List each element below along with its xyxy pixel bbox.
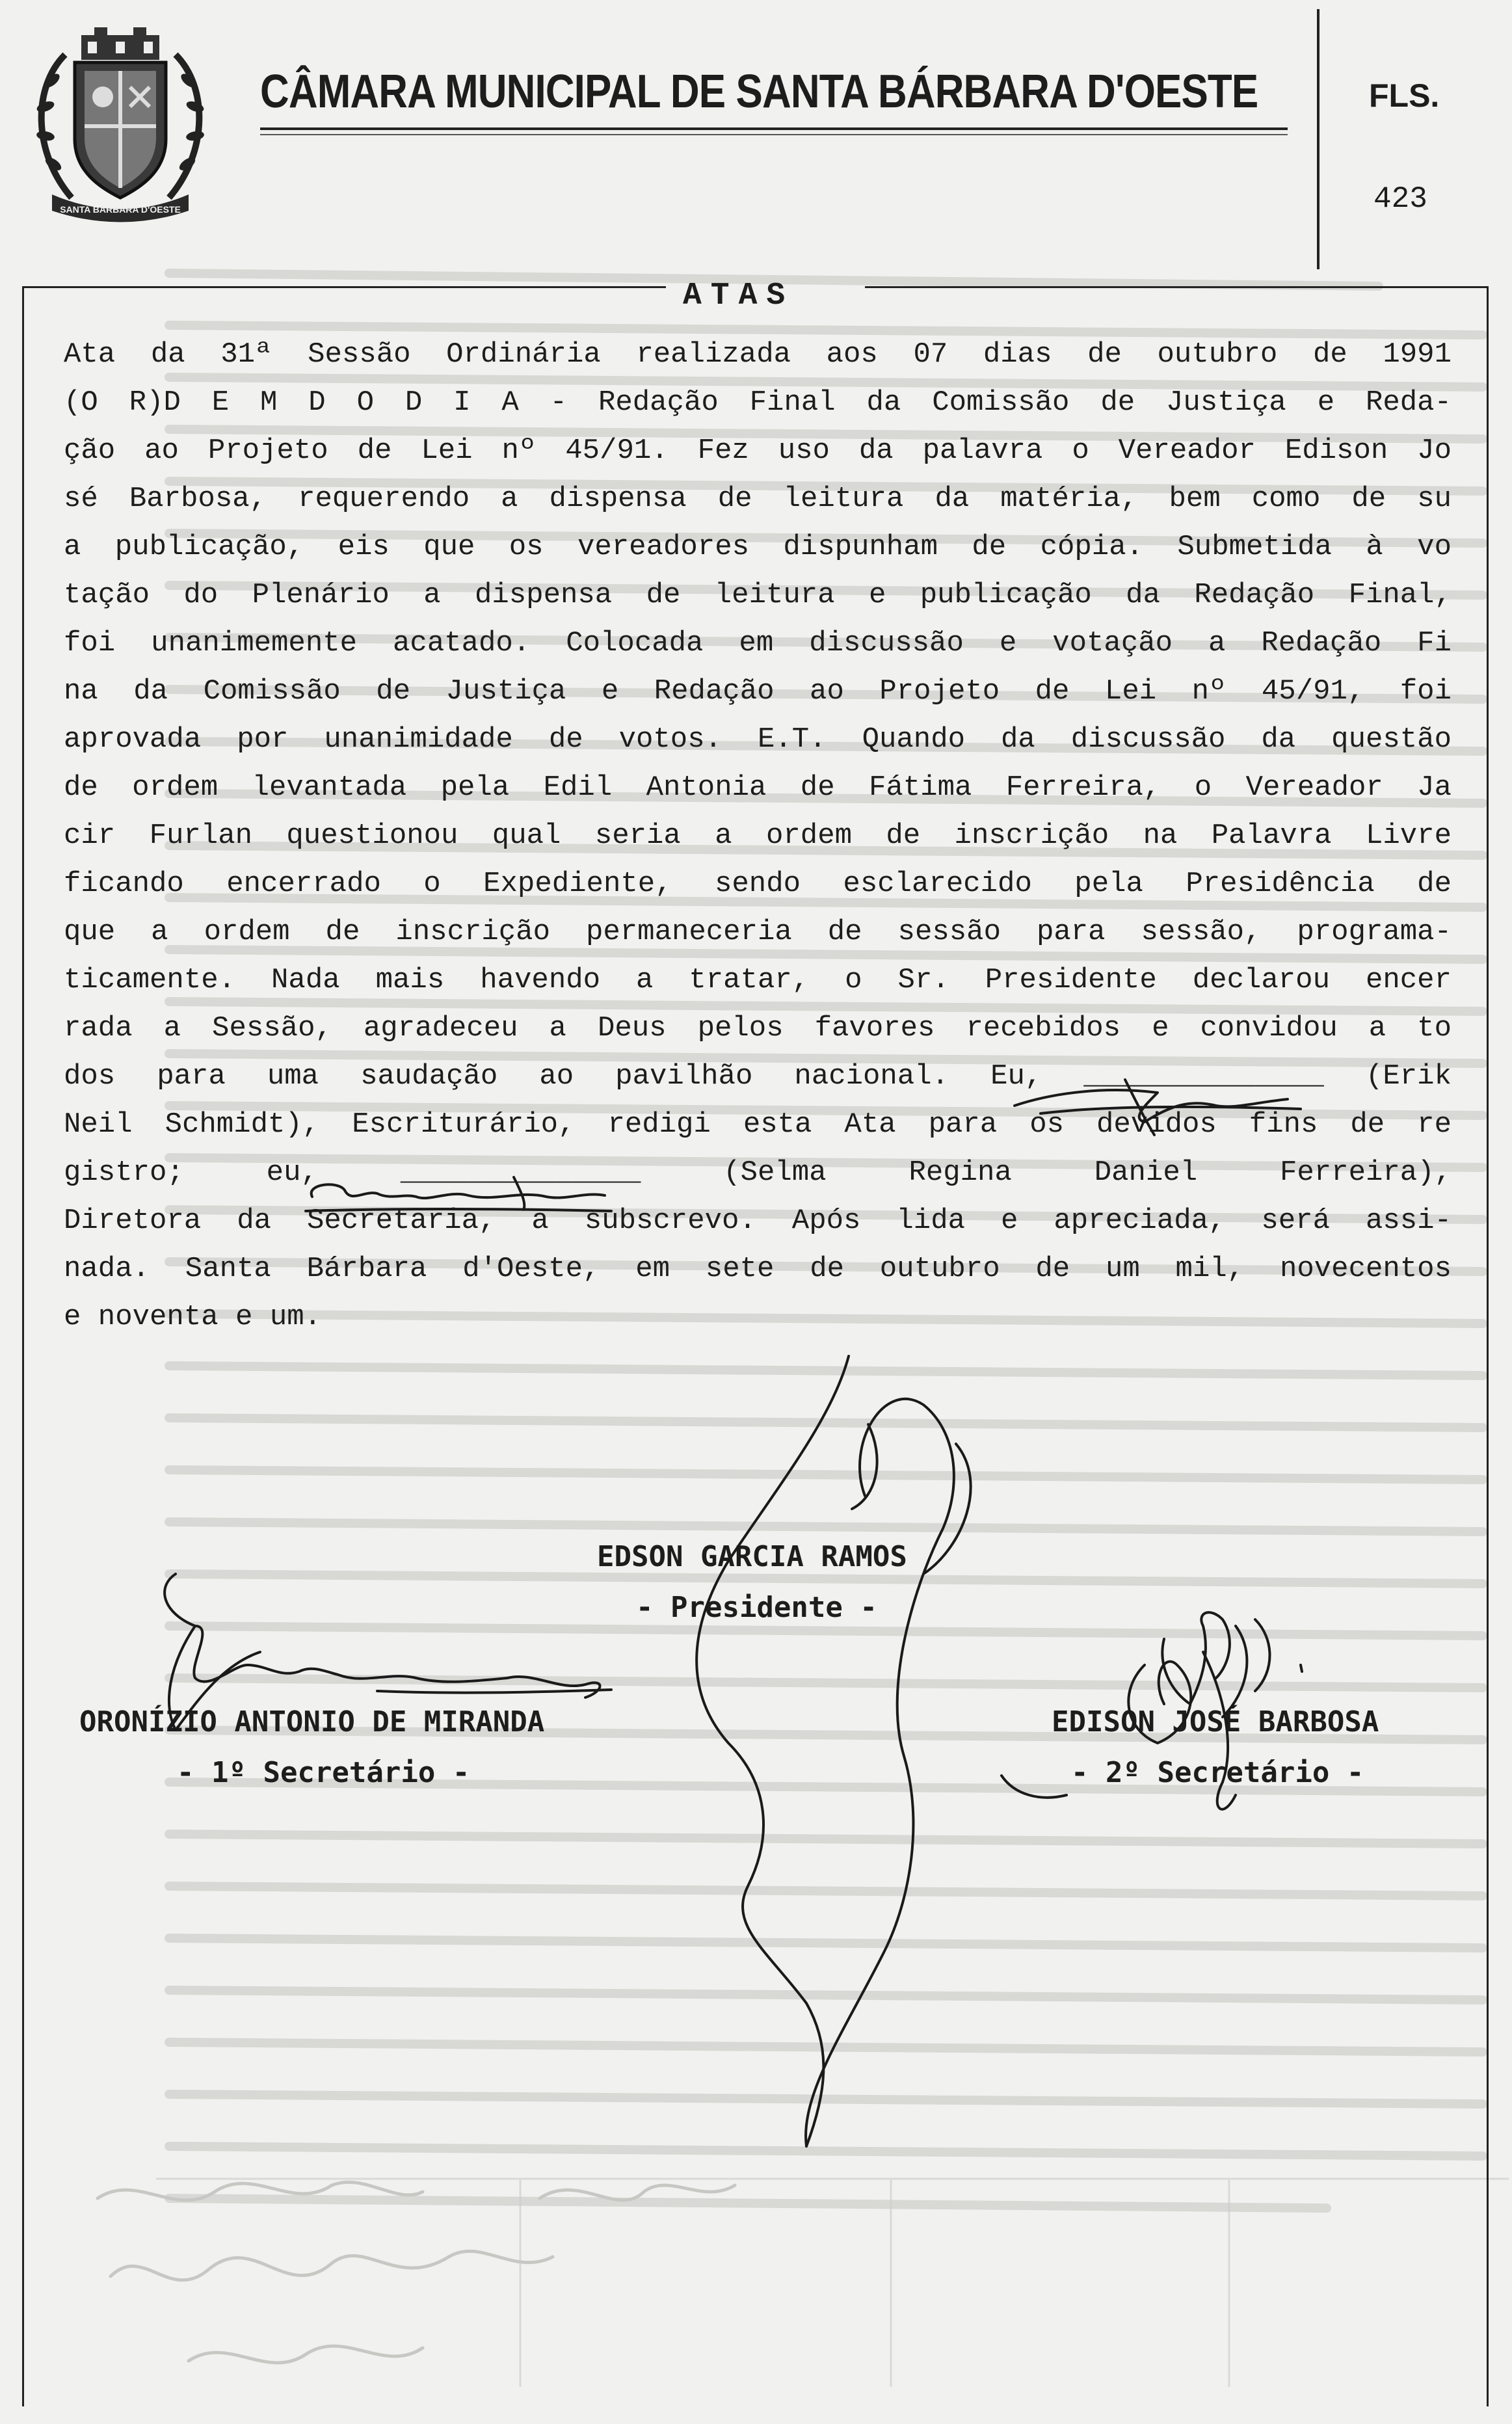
body-line: na da Comissão de Justiça e Redação ao Projeto de Lei nº 45/91, foi bbox=[64, 675, 1452, 708]
body-line: dos para uma saudação ao pavilhão nacional. Eu, ______________ (Erik bbox=[64, 1060, 1452, 1093]
body-line: foi unanimemente acatado. Colocada em discussão e votação a Redação Fi bbox=[64, 627, 1452, 659]
body-line: ficando encerrado o Expediente, sendo esclarecido pela Presidência de bbox=[64, 868, 1452, 900]
body-line: Neil Schmidt), Escriturário, redigi esta Ata para os devidos fins de re bbox=[64, 1108, 1452, 1141]
folio-label: FLS. bbox=[1369, 77, 1440, 114]
body-line: (O R)D E M D O D I A - Redação Final da Comissão de Justiça e Reda- bbox=[64, 386, 1452, 419]
body-line: a publicação, eis que os vereadores dispunham de cópia. Submetida à vo bbox=[64, 531, 1452, 563]
director-signature bbox=[306, 1177, 611, 1211]
body-line: nada. Santa Bárbara d'Oeste, em sete de outubro de um mil, novecentos bbox=[64, 1253, 1452, 1285]
president-signature bbox=[696, 1356, 1067, 2146]
faint-bleed-signatures bbox=[59, 2146, 1294, 2419]
clerk-signature bbox=[1015, 1080, 1301, 1135]
second-secretary-signature bbox=[1162, 1612, 1302, 1717]
body-line: Ata da 31ª Sessão Ordinária realizada aos 07 dias de outubro de 1991 bbox=[64, 338, 1452, 371]
body-line: aprovada por unanimidade de votos. E.T. Quando da discussão da questão bbox=[64, 723, 1452, 756]
second-secretary-role: - 2º Secretário - bbox=[1071, 1756, 1364, 1789]
president-name: EDSON GARCIA RAMOS bbox=[597, 1540, 907, 1573]
first-secretary-name: ORONÍZIO ANTONIO DE MIRANDA bbox=[79, 1705, 545, 1738]
body-line: e noventa e um. bbox=[64, 1301, 322, 1333]
section-title: ATAS bbox=[683, 278, 795, 313]
first-secretary-signature bbox=[165, 1574, 611, 1730]
second-secretary-name: EDISON JOSÉ BARBOSA bbox=[1052, 1705, 1379, 1738]
body-line: Diretora da Secretaria, a subscrevo. Após lida e apreciada, será assi- bbox=[64, 1205, 1452, 1237]
body-line: que a ordem de inscrição permaneceria de sessão para sessão, programa- bbox=[64, 916, 1452, 948]
institution-title: CÂMARA MUNICIPAL DE SANTA BÁRBARA D'OESTE bbox=[260, 66, 1258, 118]
folio-number: 423 bbox=[1373, 182, 1427, 216]
body-line: cir Furlan questionou qual seria a ordem de inscrição na Palavra Livre bbox=[64, 819, 1452, 852]
president-role: - Presidente - bbox=[636, 1591, 877, 1624]
body-line: rada a Sessão, agradeceu a Deus pelos favores recebidos e convidou a to bbox=[64, 1012, 1452, 1045]
body-line: ção ao Projeto de Lei nº 45/91. Fez uso da palavra o Vereador Edison Jo bbox=[64, 434, 1452, 467]
body-line: ticamente. Nada mais havendo a tratar, o Sr. Presidente declarou encer bbox=[64, 964, 1452, 996]
body-line: sé Barbosa, requerendo a dispensa de leitura da matéria, bem como de su bbox=[64, 483, 1452, 515]
body-line: tação do Plenário a dispensa de leitura e publicação da Redação Final, bbox=[64, 579, 1452, 611]
crest-seal-text: SANTA BARBARA D'OESTE bbox=[60, 204, 181, 215]
body-line: gistro; eu, ______________ (Selma Regina Daniel Ferreira), bbox=[64, 1156, 1452, 1189]
body-line: de ordem levantada pela Edil Antonia de Fátima Ferreira, o Vereador Ja bbox=[64, 771, 1452, 804]
first-secretary-role: - 1º Secretário - bbox=[177, 1756, 470, 1789]
